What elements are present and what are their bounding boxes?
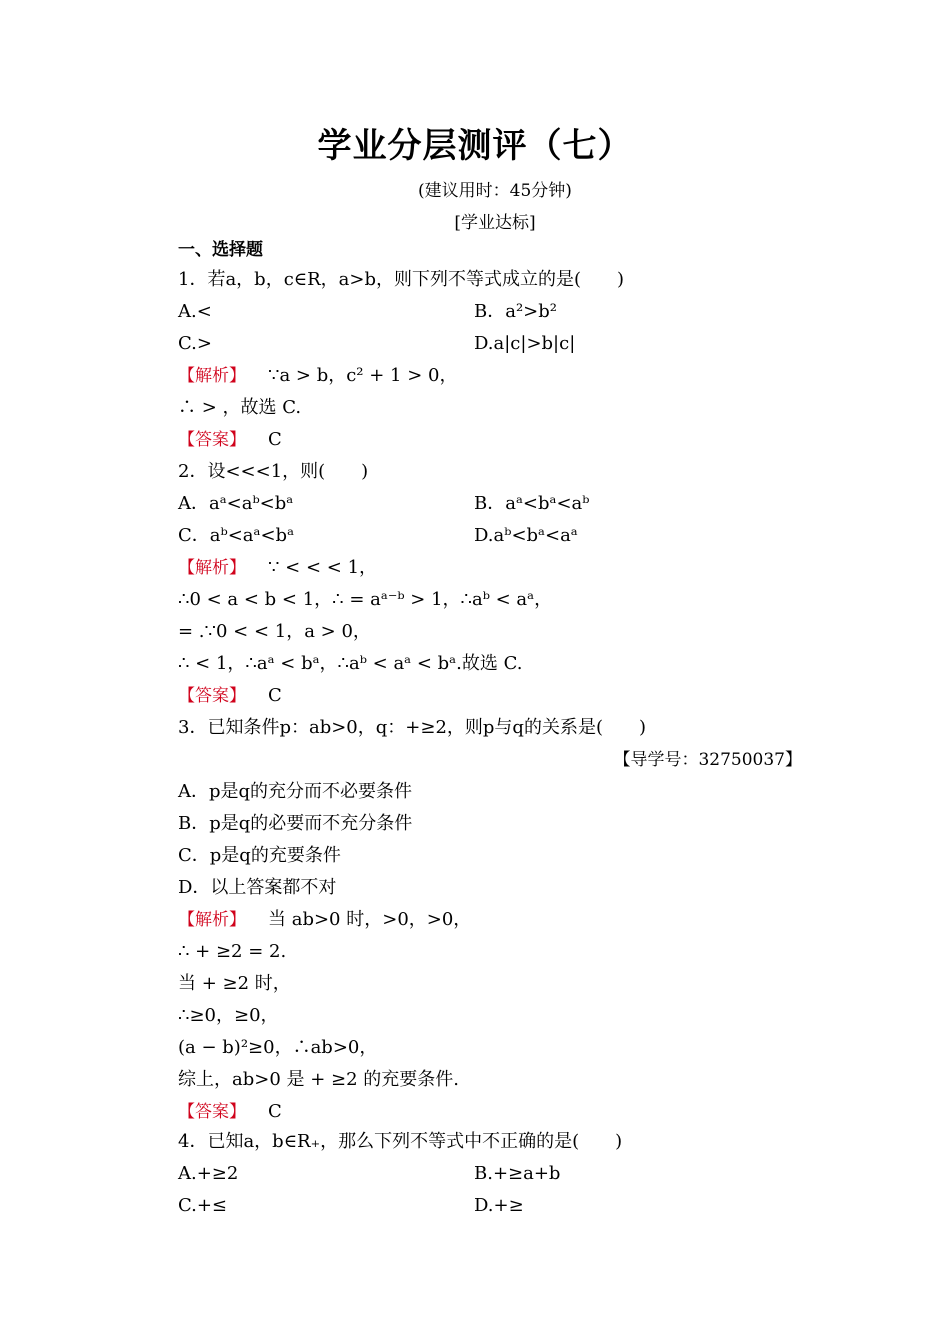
q2-analysis-4: ∴ < 1，∴aᵃ < bᵃ，∴aᵇ < aᵃ < bᵃ.故选 C. [178, 653, 523, 674]
q1-answer: C [268, 429, 282, 450]
answer-tag: 【答案】 [178, 1102, 246, 1122]
q1-stem: 1．若a，b，c∈R，a>b，则下列不等式成立的是( ) [178, 269, 625, 290]
q1-answer-line [178, 428, 282, 452]
q2-analysis-line [178, 556, 377, 580]
q2-analysis-1: ∵ < < < 1， [268, 557, 378, 578]
q1-analysis-1: ∵a > b，c² + 1 > 0， [268, 365, 458, 386]
q3-analysis-2: ∴ + ≥2 = 2. [178, 941, 287, 962]
q2-option-d: D.aᵇ<bᵃ<aᵃ [474, 525, 578, 546]
page-title: 学业分层测评（七） [317, 126, 633, 166]
q3-reference-number: 【导学号：32750037】 [613, 750, 802, 770]
q2-answer: C [268, 685, 282, 706]
q4-option-b: B.+≥a+b [474, 1163, 561, 1184]
q3-option-a: A．p是q的充分而不必要条件 [178, 781, 413, 802]
q3-analysis-3: 当 + ≥2 时， [178, 973, 291, 994]
q2-analysis-2: ∴0 < a < b < 1，∴ = aᵃ⁻ᵇ > 1，∴aᵇ < aᵃ， [178, 589, 553, 610]
analysis-tag: 【解析】 [178, 558, 246, 578]
q2-option-b: B．aᵃ<bᵃ<aᵇ [474, 493, 590, 514]
answer-tag: 【答案】 [178, 430, 246, 450]
q4-stem: 4．已知a，b∈R₊，那么下列不等式中不正确的是( ) [178, 1131, 623, 1152]
q3-analysis-line [178, 908, 471, 932]
q1-analysis-line [178, 364, 457, 388]
q2-option-a: A．aᵃ<aᵇ<bᵃ [178, 493, 294, 514]
q1-option-c: C.> [178, 333, 212, 354]
section-tag: [学业达标] [454, 213, 536, 233]
q2-analysis-3: = .∵0 < < 1，a > 0， [178, 621, 371, 642]
time-note: (建议用时：45分钟) [418, 181, 572, 201]
q3-answer-line [178, 1100, 282, 1124]
answer-tag: 【答案】 [178, 686, 246, 706]
analysis-tag: 【解析】 [178, 366, 246, 386]
q4-option-c: C.+≤ [178, 1195, 228, 1216]
q1-option-d: D.a|c|>b|c| [474, 333, 576, 354]
q3-stem: 3．已知条件p：ab>0，q：+≥2，则p与q的关系是( ) [178, 717, 646, 738]
q2-answer-line [178, 684, 282, 708]
q4-option-d: D.+≥ [474, 1195, 524, 1216]
q3-analysis-4: ∴≥0，≥0， [178, 1005, 279, 1026]
q3-analysis-6: 综上，ab>0 是 + ≥2 的充要条件. [178, 1069, 460, 1090]
part-heading: 一、选择题 [178, 240, 263, 260]
q3-option-c: C．p是q的充要条件 [178, 845, 341, 866]
q1-analysis-2: ∴ > ，故选 C. [178, 397, 302, 418]
q3-analysis-5: (a − b)²≥0，∴ab>0， [178, 1037, 378, 1058]
q3-answer: C [268, 1101, 282, 1122]
q1-option-b: B．a²>b² [474, 301, 557, 322]
q2-option-c: C．aᵇ<aᵃ<bᵃ [178, 525, 295, 546]
q3-analysis-1: 当 ab>0 时，>0，>0， [268, 909, 472, 930]
q4-option-a: A.+≥2 [178, 1163, 239, 1184]
q3-option-b: B．p是q的必要而不充分条件 [178, 813, 413, 834]
analysis-tag: 【解析】 [178, 910, 246, 930]
q2-stem: 2．设<<<1，则( ) [178, 461, 369, 482]
q1-option-a: A.< [178, 301, 212, 322]
q3-option-d: D．以上答案都不对 [178, 877, 337, 898]
